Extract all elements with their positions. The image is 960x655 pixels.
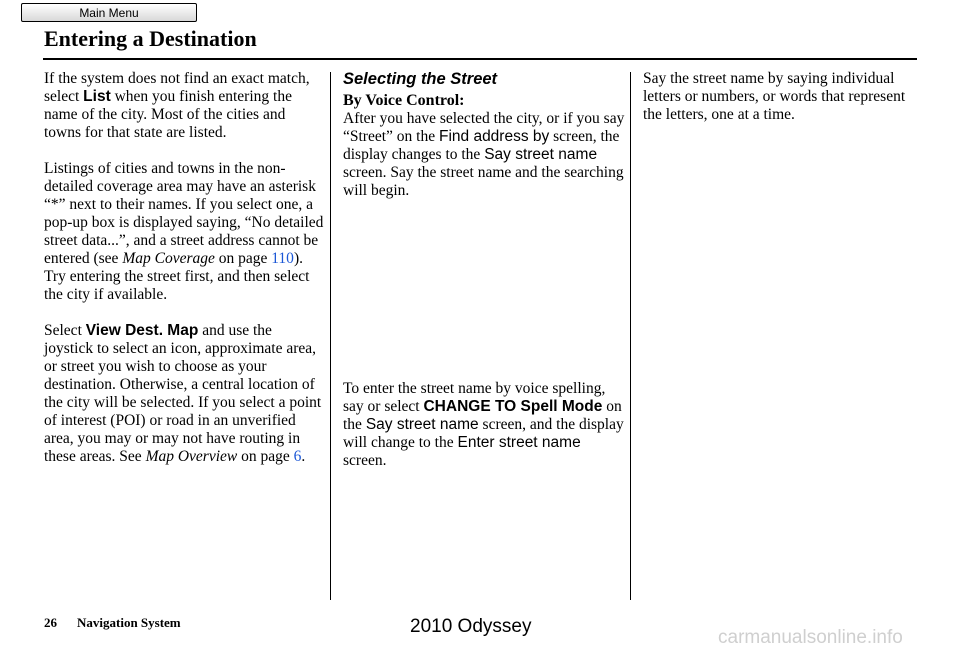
section-title: Selecting the Street [343,70,498,88]
text: on the [343,398,622,433]
text: Listings of cities and towns in the non-detailed coverage area may have an asterisk “*” next to their names. If you select one, a pop-up box is displayed saying, “No detailed street data...”, and a street address cannot be entered (see [44,160,324,267]
text: To enter the street name by voice spelling, say or select [343,380,606,415]
text: If the system does not find an exact match, select [44,70,310,105]
paragraph [44,322,324,466]
main-menu-button[interactable]: Main Menu [21,3,197,22]
text: ). Try entering the street first, and then select the city if available. [44,250,310,303]
text: on page [214,250,272,267]
column-3 [643,70,923,124]
text: and use the joystick to select an icon, approximate area, or street you wish to choose as your destination. Otherwise, a central location of the city will be selected. If you select a point of interest (POI) or road in an unverified area, you may or may not have routing in these areas. See [44,322,322,465]
reference-title: Map Overview [145,448,238,465]
page-link-6[interactable]: 6 [293,448,302,465]
column-divider [330,72,331,600]
screen-name: Say street name [365,416,479,433]
column-1 [44,70,324,466]
reference-title: Map Coverage [122,250,215,267]
text: . [301,448,306,465]
column-2 [343,70,625,470]
ui-command: CHANGE TO Spell Mode [423,398,603,415]
page-number: 26 [44,615,57,630]
ui-label-view-dest-map: View Dest. Map [85,322,199,339]
text: Select [44,322,86,339]
ui-label-list: List [83,88,111,105]
subheading: By Voice Control: [343,92,465,109]
title-divider [43,58,917,60]
watermark: carmanualsonline.info [718,627,903,648]
text: screen, the display changes to the [343,128,620,163]
screen-name: Say street name [484,146,598,163]
page-link-110[interactable]: 110 [271,250,294,267]
paragraph [44,70,324,142]
text: on page [237,448,294,465]
text: screen. Say the street name and the searching will begin. [343,164,624,199]
paragraph [343,110,625,200]
paragraph [343,380,625,470]
screen-name: Enter street name [457,434,581,451]
paragraph [44,160,324,304]
text: After you have selected the city, or if you say “Street” on the [343,110,625,145]
text: screen, and the display will change to the [343,416,624,451]
text: when you finish entering the name of the city. Most of the cities and towns for that state are listed. [44,88,292,141]
footer-section: Navigation System [77,615,181,630]
footer-model: 2010 Odyssey [410,616,532,637]
paragraph: Say the street name by saying individual letters or numbers, or words that represent the letters, one at a time. [643,70,906,123]
text: screen. [343,452,387,469]
column-divider [630,72,631,600]
screen-name: Find address by [438,128,550,145]
page-title: Entering a Destination [44,26,257,51]
